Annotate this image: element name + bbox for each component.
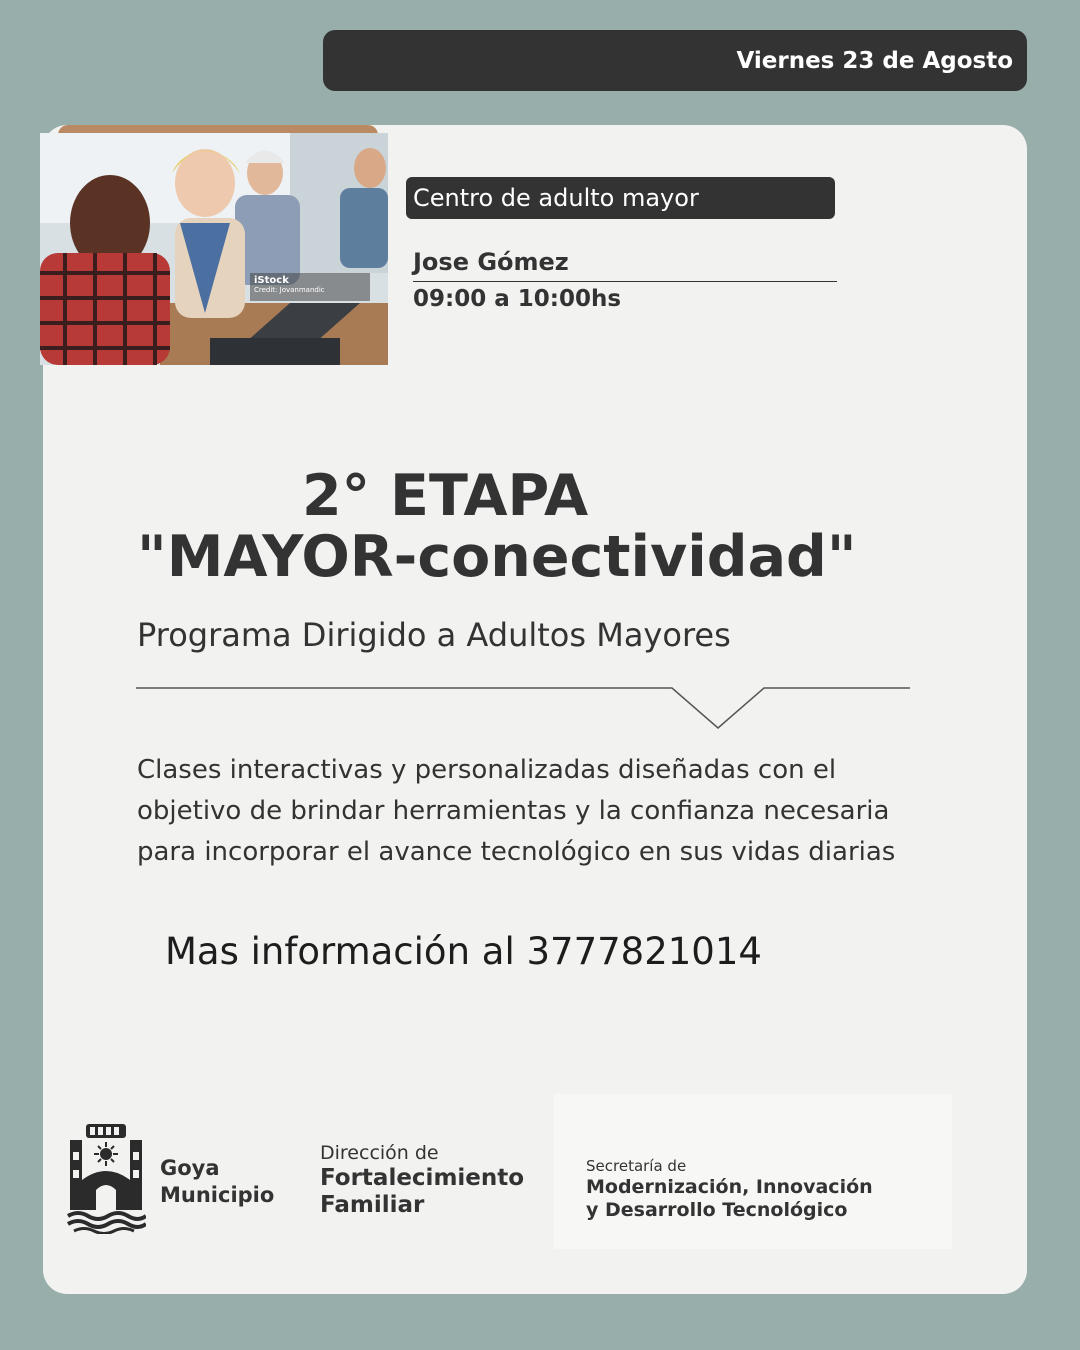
program-subtitle: Programa Dirigido a Adultos Mayores — [137, 616, 731, 654]
watermark-brand: iStock — [254, 275, 289, 286]
direccion-small: Dirección de — [320, 1142, 439, 1164]
section-divider — [136, 686, 912, 732]
event-date: Viernes 23 de Agosto — [736, 47, 1013, 74]
secretaria-line2: y Desarrollo Tecnológico — [586, 1199, 848, 1221]
photo-watermark — [250, 273, 370, 301]
direccion-line2: Familiar — [320, 1192, 425, 1218]
location-text: Centro de adulto mayor — [413, 184, 699, 212]
secretaria-line1: Modernización, Innovación — [586, 1176, 873, 1198]
direccion-logo — [320, 1142, 524, 1219]
speaker-name: Jose Gómez — [413, 248, 569, 276]
description-line: para incorporar el avance tecnológico en sus vidas diarias — [137, 837, 896, 867]
goya-crest-icon — [66, 1122, 146, 1234]
goya-line: Goya — [160, 1156, 220, 1180]
location-badge — [406, 177, 835, 219]
secretaria-small: Secretaría de — [586, 1157, 687, 1175]
secretaria-logo — [554, 1094, 952, 1249]
contact-info: Mas información al 3777821014 — [165, 930, 762, 973]
secretaria-name — [586, 1176, 873, 1222]
event-time: 09:00 a 10:00hs — [413, 286, 622, 312]
program-description — [137, 750, 937, 873]
stage-title: 2° ETAPA — [302, 463, 589, 529]
watermark-credit: Credit: Jovanmandic — [254, 286, 325, 294]
description-line: Clases interactivas y personalizadas diseñadas con el — [137, 755, 837, 785]
event-photo — [40, 133, 388, 365]
goya-municipio-logo-text — [160, 1155, 274, 1209]
date-banner — [323, 30, 1027, 91]
photo-illustration — [40, 133, 388, 365]
program-title: "MAYOR-conectividad" — [137, 524, 857, 590]
municipio-line: Municipio — [160, 1183, 275, 1207]
description-line: objetivo de brindar herramientas y la confianza necesaria — [137, 796, 890, 826]
speaker-underline — [413, 281, 837, 282]
direccion-line1: Fortalecimiento — [320, 1165, 525, 1191]
